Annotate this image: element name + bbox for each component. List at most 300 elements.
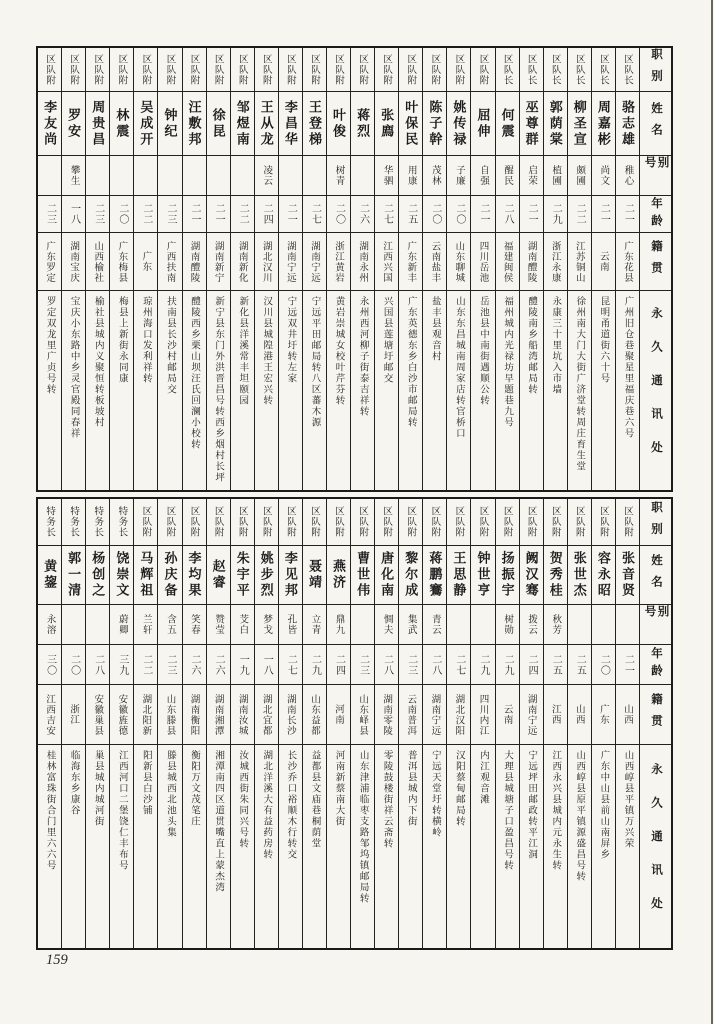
row-header-name — [640, 546, 671, 605]
alias-cell — [86, 605, 109, 645]
name-cell — [616, 92, 639, 156]
alias-cell-text: 惆夫 — [381, 614, 393, 635]
name-cell-text: 汪敷邦 — [186, 99, 202, 148]
name-cell-text: 叶俊 — [331, 107, 347, 140]
person-column — [519, 499, 543, 948]
address-cell — [279, 291, 302, 490]
position-cell — [62, 499, 85, 546]
position-cell-text: 区队附 — [212, 53, 224, 86]
address-cell — [423, 745, 446, 948]
native-place-cell-text: 河南 — [333, 704, 345, 725]
person-column — [157, 499, 181, 948]
name-cell-text: 唐化南 — [379, 551, 395, 599]
row-header-alias — [640, 156, 671, 196]
position-cell-text: 特务长 — [92, 506, 104, 538]
position-cell — [496, 48, 519, 92]
position-cell — [110, 499, 133, 546]
alias-cell-text: 笑春 — [189, 614, 201, 635]
age-cell — [134, 196, 157, 233]
position-cell — [207, 499, 230, 546]
age-cell-text: 二一 — [189, 203, 201, 225]
alias-cell — [471, 156, 494, 196]
person-column — [326, 499, 350, 948]
row-header-column — [639, 499, 671, 948]
age-cell — [110, 196, 133, 233]
age-cell — [110, 645, 133, 685]
name-cell-text: 贺秀桂 — [547, 551, 563, 599]
address-cell-text: 永州西河柳子街泰吉祥转 — [357, 296, 369, 417]
name-cell-text: 李昌华 — [282, 99, 298, 148]
age-cell-text: 二九 — [309, 653, 321, 676]
person-column — [398, 48, 422, 490]
name-cell — [544, 546, 567, 605]
native-place-cell-text: 湖南衡阳 — [188, 693, 200, 736]
address-cell — [544, 745, 567, 948]
native-place-cell — [158, 685, 181, 745]
native-place-cell-text: 湖南新宁 — [212, 240, 224, 283]
native-place-cell-text: 湖南永州 — [357, 240, 369, 283]
roster-section-bottom — [36, 497, 673, 950]
alias-cell — [38, 156, 61, 196]
address-cell-text: 岳池县中南街遇顺公转 — [477, 296, 489, 406]
address-cell — [616, 291, 639, 490]
native-place-cell — [279, 233, 302, 291]
native-place-cell-text: 浙江黄岩 — [333, 240, 345, 283]
position-cell-text: 区队附 — [333, 53, 345, 86]
name-cell-text: 林震 — [114, 107, 130, 140]
alias-cell — [471, 605, 494, 645]
native-place-cell — [351, 685, 374, 745]
name-cell-text: 郭荫棠 — [547, 99, 563, 148]
age-cell — [399, 645, 422, 685]
position-cell-text: 区队长 — [501, 53, 513, 86]
person-column — [278, 499, 302, 948]
native-place-cell — [327, 233, 350, 291]
address-cell-text: 湘潭南四区道贯嘴直上蒙杰湾 — [213, 750, 225, 893]
position-cell-text: 区队附 — [308, 506, 320, 538]
address-cell-text: 宁远坪田邮政转平江洞 — [526, 750, 538, 860]
name-cell — [616, 546, 639, 605]
age-cell — [447, 196, 470, 233]
name-cell — [231, 92, 254, 156]
position-cell-text: 区队附 — [357, 53, 369, 86]
age-cell — [62, 196, 85, 233]
position-cell-text: 区队附 — [501, 506, 513, 538]
name-cell-text: 姚传禄 — [451, 99, 467, 148]
position-cell — [231, 48, 254, 92]
row-header-address — [640, 291, 671, 490]
address-cell — [86, 745, 109, 948]
position-cell — [110, 48, 133, 92]
address-cell — [158, 291, 181, 490]
address-cell — [62, 745, 85, 948]
position-cell-text: 区队附 — [429, 506, 441, 538]
address-cell-text: 广东英德东乡白沙市邮局转 — [405, 296, 417, 428]
name-cell-text: 曹世伟 — [355, 551, 371, 599]
name-cell-text: 蒋鹏鶱 — [427, 551, 443, 599]
position-cell — [544, 499, 567, 546]
name-cell-text: 徐昆 — [210, 107, 226, 140]
native-place-cell — [62, 233, 85, 291]
alias-cell — [327, 605, 350, 645]
person-column — [326, 48, 350, 490]
name-cell-text: 饶崇文 — [114, 551, 130, 599]
address-cell — [399, 291, 422, 490]
alias-cell — [568, 156, 591, 196]
name-cell — [496, 92, 519, 156]
address-cell-text: 永康三十里坑入市墙 — [550, 296, 562, 395]
row-header-age — [640, 196, 671, 233]
position-cell — [375, 48, 398, 92]
alias-cell-text: 攀生 — [68, 165, 80, 186]
name-cell — [62, 92, 85, 156]
alias-cell-text: 永溶 — [44, 614, 56, 635]
native-place-cell-text: 云南盐丰 — [429, 240, 441, 283]
native-place-cell-text: 湖南零陵 — [381, 693, 393, 736]
position-cell-text: 区队附 — [453, 53, 465, 86]
name-cell-text: 何震 — [499, 107, 515, 140]
age-cell-text: 二三 — [164, 653, 176, 676]
address-cell-text: 宝庆小东路中乡灵官殿同春祥 — [68, 296, 80, 439]
native-place-cell — [520, 233, 543, 291]
age-cell — [471, 196, 494, 233]
position-cell — [279, 499, 302, 546]
native-place-cell-text: 江苏铜山 — [573, 240, 585, 283]
name-cell-text: 孙庆备 — [162, 551, 178, 599]
person-column — [543, 499, 567, 948]
position-cell — [207, 48, 230, 92]
person-column — [182, 499, 206, 948]
age-cell-text: 二一 — [477, 203, 489, 225]
position-cell — [279, 48, 302, 92]
age-cell-text: 二五 — [405, 203, 417, 225]
age-cell — [423, 196, 446, 233]
address-cell — [134, 745, 157, 948]
position-cell — [447, 499, 470, 546]
native-place-cell-text: 山西 — [573, 704, 585, 725]
alias-cell-text: 兰轩 — [140, 614, 152, 635]
address-cell-text: 榆社县城内义聚恒转板坡村 — [92, 296, 104, 428]
age-cell — [279, 645, 302, 685]
name-cell — [38, 92, 61, 156]
address-cell-text: 广州旧仓巷聚星里福庆巷六号 — [622, 296, 634, 439]
age-cell-text: 二一 — [285, 203, 297, 225]
position-cell-text: 区队附 — [453, 506, 465, 538]
native-place-cell-text: 安徽旌德 — [116, 693, 128, 736]
row-header-position — [640, 48, 671, 92]
alias-cell — [351, 605, 374, 645]
native-place-cell — [568, 233, 591, 291]
address-cell-text: 长沙乔口裕顺木行转交 — [285, 750, 297, 860]
name-cell-text: 屈伸 — [475, 107, 491, 140]
name-cell-text: 王思静 — [451, 551, 467, 599]
age-cell — [327, 645, 350, 685]
alias-cell — [279, 156, 302, 196]
age-cell — [183, 196, 206, 233]
address-cell — [110, 745, 133, 948]
name-cell — [327, 546, 350, 605]
native-place-cell — [231, 233, 254, 291]
address-cell — [207, 291, 230, 490]
address-cell-text: 衡阳万文茂笔庄 — [189, 750, 201, 827]
native-place-cell — [351, 233, 374, 291]
alias-cell — [592, 156, 615, 196]
position-cell-text: 区队附 — [477, 53, 489, 86]
person-column — [254, 499, 278, 948]
address-cell — [351, 745, 374, 948]
position-cell — [568, 48, 591, 92]
name-cell — [592, 92, 615, 156]
address-cell — [592, 291, 615, 490]
native-place-cell — [86, 233, 109, 291]
alias-cell-text: 用康 — [405, 165, 417, 186]
person-column — [206, 499, 230, 948]
age-cell-text: 二九 — [550, 203, 562, 225]
name-cell — [471, 92, 494, 156]
alias-cell-text: 鼎九 — [333, 614, 345, 635]
position-cell-text: 区队附 — [140, 53, 152, 86]
address-cell-text: 新宁县东门外洪晋昌号转西乡烟村长坪 — [213, 296, 225, 483]
alias-cell — [544, 605, 567, 645]
alias-cell — [38, 605, 61, 645]
address-cell — [183, 745, 206, 948]
address-cell-text: 醴陵西乡栗山坝汪氏回澜小校转 — [189, 296, 201, 450]
person-column — [422, 48, 446, 490]
position-cell — [231, 499, 254, 546]
age-cell — [158, 196, 181, 233]
name-cell — [375, 92, 398, 156]
person-column — [398, 499, 422, 948]
position-cell — [38, 48, 61, 92]
native-place-cell — [447, 233, 470, 291]
native-place-cell-text: 湖南宁远 — [525, 693, 537, 736]
name-cell-text: 黄鋆 — [42, 559, 58, 591]
person-column — [38, 48, 61, 490]
alias-cell — [327, 156, 350, 196]
address-cell — [568, 291, 591, 490]
name-cell — [158, 92, 181, 156]
alias-cell-text: 醒民 — [502, 165, 514, 186]
native-place-cell-text: 广东 — [597, 704, 609, 725]
position-cell-text: 区队附 — [573, 506, 585, 538]
name-cell-text: 容永昭 — [595, 551, 611, 599]
person-column — [85, 499, 109, 948]
person-column — [374, 499, 398, 948]
row-header-name-text: 姓名 — [650, 102, 662, 145]
person-column — [133, 499, 157, 948]
name-cell-text: 陈子幹 — [427, 99, 443, 148]
address-cell-text: 零陵鼓楼街祥云斋转 — [381, 750, 393, 849]
native-place-cell-text: 山西榆社 — [92, 240, 104, 283]
name-cell-text: 柳圣宣 — [571, 99, 587, 148]
position-cell — [158, 48, 181, 92]
address-cell — [231, 291, 254, 490]
name-cell — [183, 92, 206, 156]
name-cell — [303, 92, 326, 156]
age-cell — [496, 196, 519, 233]
position-cell-text: 区队附 — [92, 53, 104, 86]
position-cell-text: 区队附 — [308, 53, 320, 86]
address-cell-text: 山东东昌城南周家店转官桥口 — [453, 296, 465, 439]
name-cell — [110, 92, 133, 156]
position-cell — [255, 499, 278, 546]
row-header-native-place-text: 籍贯 — [650, 240, 662, 283]
alias-cell — [62, 605, 85, 645]
name-cell-text: 张廌 — [379, 107, 395, 140]
person-column — [38, 499, 61, 948]
person-column — [302, 499, 326, 948]
age-cell — [520, 196, 543, 233]
row-header-alias — [640, 605, 671, 645]
position-cell-text: 区队附 — [284, 53, 296, 86]
name-cell-text: 扬振宇 — [499, 551, 515, 599]
person-column — [350, 499, 374, 948]
address-cell — [375, 745, 398, 948]
address-cell — [616, 745, 639, 948]
name-cell — [544, 92, 567, 156]
person-column — [446, 499, 470, 948]
age-cell-text: 二四 — [333, 653, 345, 676]
name-cell — [255, 546, 278, 605]
position-cell — [134, 499, 157, 546]
person-column — [230, 48, 254, 490]
name-cell-text: 王从龙 — [258, 99, 274, 148]
position-cell-text: 区队附 — [116, 53, 128, 86]
age-cell — [158, 645, 181, 685]
native-place-cell-text: 云南 — [597, 251, 609, 272]
name-cell — [496, 546, 519, 605]
page-number: 159 — [46, 952, 68, 968]
alias-cell — [423, 605, 446, 645]
native-place-cell — [568, 685, 591, 745]
name-cell-text: 杨创之 — [90, 551, 106, 599]
age-cell-text: 二四 — [526, 653, 538, 676]
position-cell-text: 区队附 — [164, 53, 176, 86]
alias-cell — [496, 605, 519, 645]
native-place-cell-text: 湖南长沙 — [284, 693, 296, 736]
age-cell-text: 二九 — [502, 653, 514, 676]
age-cell — [86, 645, 109, 685]
position-cell-text: 区队附 — [429, 53, 441, 86]
age-cell-text: 三〇 — [44, 653, 56, 676]
alias-cell-text: 梦戈 — [261, 614, 273, 635]
position-cell-text: 区队附 — [381, 53, 393, 86]
position-cell-text: 区队附 — [44, 53, 56, 86]
age-cell — [616, 196, 639, 233]
name-cell — [447, 546, 470, 605]
age-cell-text: 二四 — [261, 203, 273, 225]
name-cell — [279, 92, 302, 156]
alias-cell — [207, 605, 230, 645]
address-cell-text: 醴陵南乡船湾邮局转 — [526, 296, 538, 395]
address-cell-text: 滕县城西北池头集 — [164, 750, 176, 838]
native-place-cell — [303, 685, 326, 745]
age-cell — [471, 645, 494, 685]
address-cell-text: 汝城西街朱同兴号转 — [237, 750, 249, 849]
alias-cell-text: 集武 — [405, 614, 417, 635]
address-cell-text: 江西永兴县城内元永生转 — [550, 750, 562, 871]
age-cell — [375, 196, 398, 233]
name-cell — [423, 546, 446, 605]
position-cell — [399, 48, 422, 92]
position-cell-text: 区队附 — [260, 506, 272, 538]
native-place-cell — [303, 233, 326, 291]
position-cell-text: 区队附 — [549, 506, 561, 538]
alias-cell — [544, 156, 567, 196]
alias-cell-text: 树青 — [333, 165, 345, 186]
row-header-address-text: 永久通讯处 — [650, 762, 662, 931]
age-cell — [520, 645, 543, 685]
roster-tables — [36, 46, 673, 950]
name-cell — [62, 546, 85, 605]
name-cell — [592, 546, 615, 605]
age-cell — [183, 645, 206, 685]
address-cell — [158, 745, 181, 948]
row-header-age-text: 年龄 — [650, 196, 662, 232]
age-cell — [86, 196, 109, 233]
native-place-cell-text: 广东罗定 — [44, 240, 56, 283]
age-cell-text: 二一 — [598, 203, 610, 225]
native-place-cell — [231, 685, 254, 745]
alias-cell — [62, 156, 85, 196]
position-cell-text: 区队附 — [260, 53, 272, 86]
native-place-cell — [399, 685, 422, 745]
person-column — [85, 48, 109, 490]
position-cell-text: 区队长 — [525, 53, 537, 86]
position-cell-text: 区队附 — [236, 506, 248, 538]
position-cell — [520, 499, 543, 546]
alias-cell — [134, 605, 157, 645]
position-cell-text: 特务长 — [116, 506, 128, 538]
person-column — [470, 499, 494, 948]
name-cell — [134, 546, 157, 605]
address-cell — [183, 291, 206, 490]
alias-cell — [568, 605, 591, 645]
roster-section-top — [36, 46, 673, 492]
person-column — [230, 499, 254, 948]
age-cell-text: 二九 — [477, 653, 489, 676]
alias-cell — [375, 605, 398, 645]
address-cell — [471, 291, 494, 490]
person-column — [374, 48, 398, 490]
person-column — [302, 48, 326, 490]
age-cell-text: 二二 — [140, 653, 152, 676]
position-cell-text: 特务长 — [44, 506, 56, 538]
position-cell-text: 区队附 — [333, 506, 345, 538]
alias-cell — [86, 156, 109, 196]
alias-cell — [279, 605, 302, 645]
position-cell — [303, 48, 326, 92]
name-cell-text: 李见邦 — [282, 551, 298, 599]
address-cell-text: 山东津浦临枣支路邹坞镇邮局转 — [357, 750, 369, 904]
native-place-cell — [207, 685, 230, 745]
age-cell — [496, 645, 519, 685]
alias-cell — [110, 156, 133, 196]
age-cell-text: 一八 — [261, 653, 273, 676]
age-cell — [447, 645, 470, 685]
address-cell — [351, 291, 374, 490]
age-cell — [544, 645, 567, 685]
alias-cell — [423, 156, 446, 196]
native-place-cell — [255, 685, 278, 745]
age-cell — [568, 196, 591, 233]
position-cell — [327, 499, 350, 546]
age-cell — [544, 196, 567, 233]
address-cell — [303, 291, 326, 490]
address-cell-text: 琼州海口发利祥转 — [140, 296, 152, 384]
address-cell-text: 桂林富珠街合门里六六号 — [44, 750, 56, 871]
name-cell — [568, 546, 591, 605]
